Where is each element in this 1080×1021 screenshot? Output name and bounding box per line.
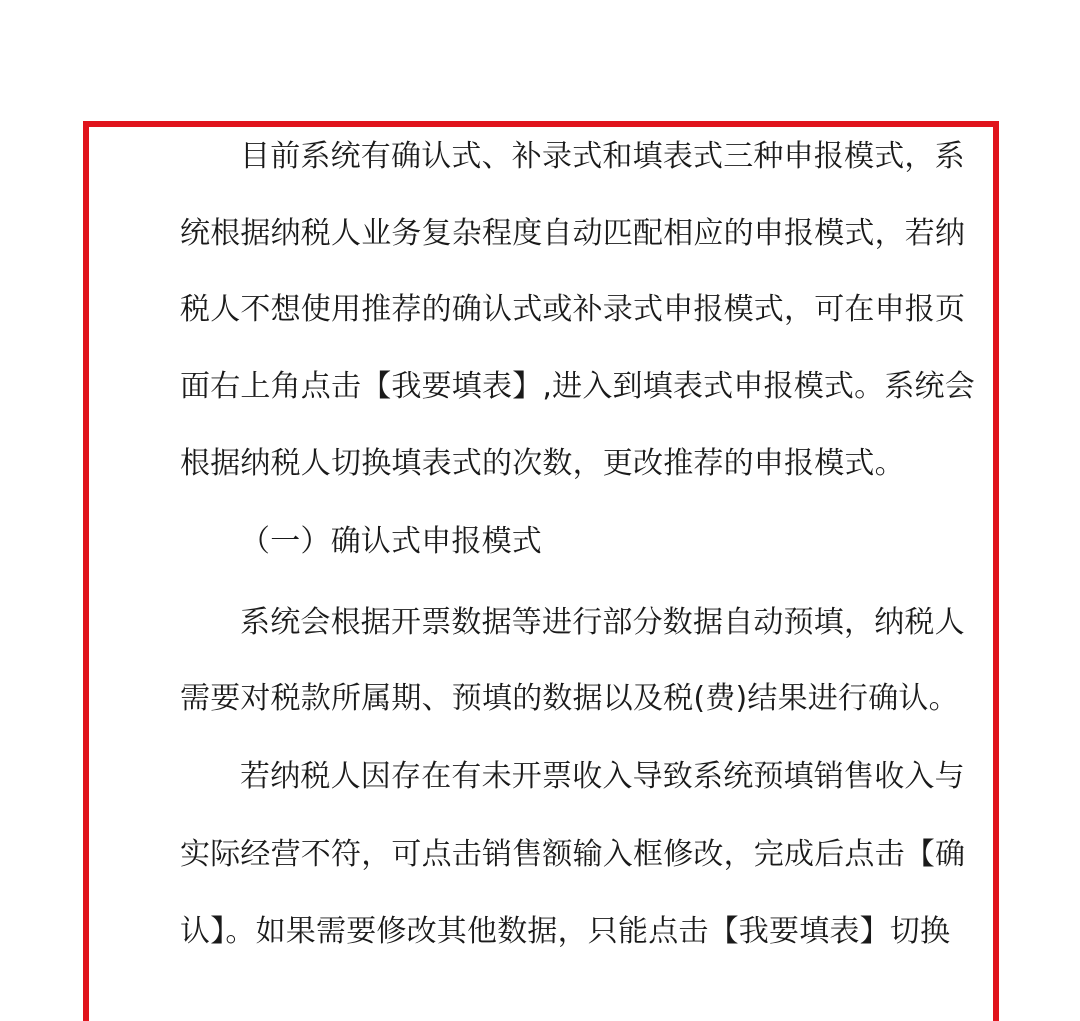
text-line: 需要对税款所属期、预填的数据以及税(费)结果进行确认。	[180, 681, 959, 716]
highlight-frame	[83, 121, 999, 1021]
text-line: 实际经营不符，可点击销售额输入框修改，完成后点击【确	[180, 837, 966, 872]
text-line: 若纳税人因存在有未开票收入导致系统预填销售收入与	[240, 759, 965, 794]
text-line: 税人不想使用推荐的确认式或补录式申报模式，可在申报页	[180, 292, 966, 327]
text-line: 目前系统有确认式、补录式和填表式三种申报模式，系	[240, 139, 965, 174]
text-line: 统根据纳税人业务复杂程度自动匹配相应的申报模式，若纳	[180, 216, 966, 251]
text-line: 认】。如果需要修改其他数据，只能点击【我要填表】切换	[180, 914, 951, 949]
text-line: 根据纳税人切换填表式的次数，更改推荐的申报模式。	[180, 446, 905, 481]
text-line: 面右上角点击【我要填表】,进入到填表式申报模式。系统会	[180, 369, 975, 404]
section-heading: （一）确认式申报模式	[240, 524, 542, 559]
text-line: 系统会根据开票数据等进行部分数据自动预填，纳税人	[240, 605, 965, 640]
